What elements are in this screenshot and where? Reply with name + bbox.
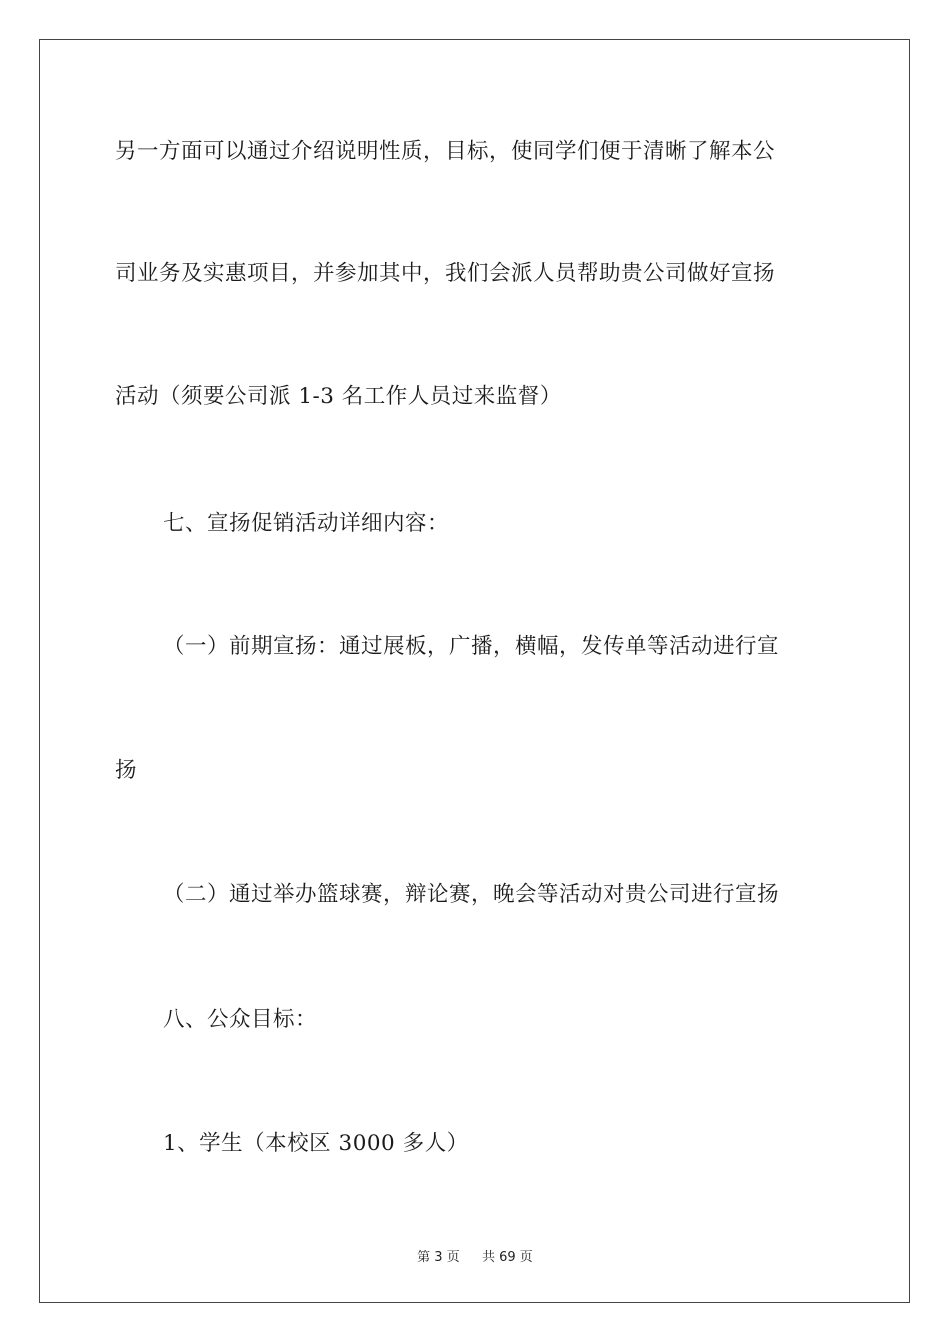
section-heading-seven: 七、宣扬促销活动详细内容： [163,511,450,536]
page-footer [0,1246,950,1265]
paragraph-line-1: 另一方面可以通过介绍说明性质，目标，使同学们便于清晰了解本公 [115,139,776,164]
list-item-two: （二）通过举办篮球赛，辩论赛，晚会等活动对贵公司进行宣扬 [163,882,780,907]
paragraph-line-3: 活动（须要公司派 1-3 名工作人员过来监督） [115,384,562,409]
page-border [39,39,910,1303]
total-pages: 共 69 页 [482,1250,533,1265]
list-item-one-continued: 扬 [115,758,138,783]
numbered-item-one: 1、学生（本校区 3000 多人） [163,1131,469,1156]
section-heading-eight: 八、公众目标： [163,1007,318,1032]
paragraph-line-2: 司业务及实惠项目，并参加其中，我们会派人员帮助贵公司做好宣扬 [115,261,776,286]
list-item-one: （一）前期宣扬：通过展板，广播，横幅，发传单等活动进行宣 [163,634,780,659]
page-number: 第 3 页 [417,1250,460,1265]
